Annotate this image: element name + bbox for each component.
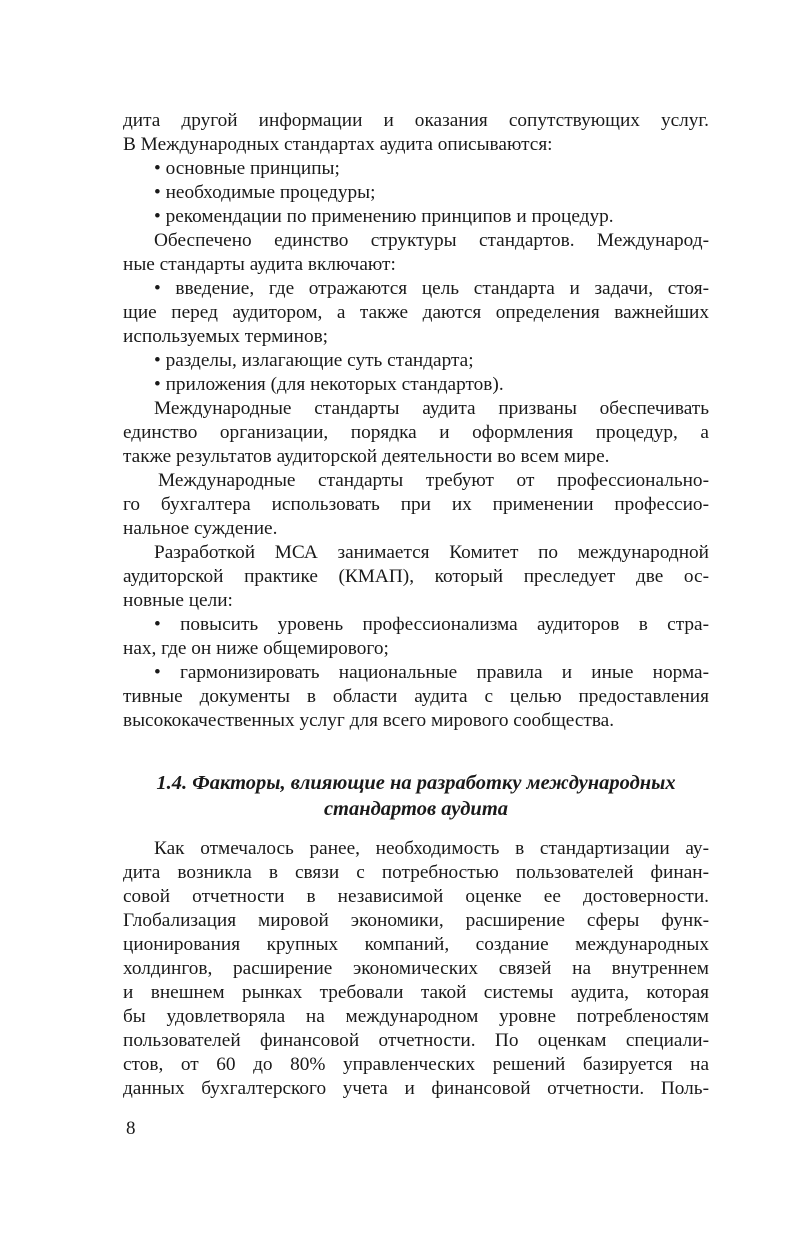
section-heading	[110, 770, 722, 822]
text-line: стов, от 60 до 80% управленческих решений базируется на	[123, 1054, 709, 1075]
text-line: также результатов аудиторской деятельности во всем мире.	[123, 446, 610, 467]
text-line: дита другой информации и оказания сопутствующих услуг.	[123, 110, 709, 131]
bullet-item: • повысить уровень профессионализма аудиторов в стра-	[154, 614, 709, 635]
bullet-item: • введение, где отражаются цель стандарта и задачи, стоя-	[154, 278, 709, 299]
text-line: пользователей финансовой отчетности. По оценкам специали-	[123, 1030, 709, 1051]
text-line: используемых терминов;	[123, 326, 329, 347]
bullet-item: • гармонизировать национальные правила и иные норма-	[154, 662, 709, 683]
body-text-block	[123, 837, 709, 1101]
text-line: нальное суждение.	[123, 518, 278, 539]
text-line: Глобализация мировой экономики, расширение сферы функ-	[123, 910, 709, 931]
text-line: дита возникла в связи с потребностью пользователей финан-	[123, 862, 709, 883]
text-line: Разработкой МСА занимается Комитет по международной	[154, 542, 709, 563]
text-line: Международные стандарты требуют от профессионально-	[158, 470, 709, 491]
text-line: совой отчетности в независимой оценке ее достоверности.	[123, 886, 709, 907]
text-line: тивные документы в области аудита с целью предоставления	[123, 686, 709, 707]
text-line: холдингов, расширение экономических связей на внутреннем	[123, 958, 709, 979]
text-line: новные цели:	[123, 590, 233, 611]
text-line: Как отмечалось ранее, необходимость в стандартизации ау-	[154, 838, 709, 859]
text-line: ционирования крупных компаний, создание международных	[123, 934, 709, 955]
text-line: высококачественных услуг для всего мирового сообщества.	[123, 710, 615, 731]
text-line: бы удовлетворяла на международном уровне потребленостям	[123, 1006, 709, 1027]
section-heading-line-1: 1.4. Факторы, влияющие на разработку международных	[156, 772, 676, 794]
text-line: данных бухгалтерского учета и финансовой отчетности. Поль-	[123, 1078, 709, 1099]
bullet-item: • рекомендации по применению принципов и процедур.	[154, 206, 614, 227]
page-number: 8	[126, 1118, 136, 1139]
text-line: Обеспечено единство структуры стандартов. Международ-	[154, 230, 709, 251]
bullet-item: • приложения (для некоторых стандартов).	[154, 374, 504, 395]
text-line: нах, где он ниже общемирового;	[123, 638, 389, 659]
bullet-item: • разделы, излагающие суть стандарта;	[154, 350, 474, 371]
text-line: щие перед аудитором, а также даются определения важнейших	[123, 302, 709, 323]
text-line: аудиторской практике (КМАП), который преследует две ос-	[123, 566, 709, 587]
section-heading-line-2: стандартов аудита	[323, 798, 509, 820]
top-text-block	[123, 109, 709, 733]
bullet-item: • основные принципы;	[154, 158, 340, 179]
text-line: Международные стандарты аудита призваны обеспечивать	[154, 398, 709, 419]
text-line: В Международных стандартах аудита описываются:	[123, 134, 553, 155]
bullet-item: • необходимые процедуры;	[154, 182, 376, 203]
text-line: го бухгалтера использовать при их применении профессио-	[123, 494, 709, 515]
text-line: и внешнем рынках требовали такой системы аудита, которая	[123, 982, 709, 1003]
text-line: единство организации, порядка и оформления процедур, а	[123, 422, 709, 443]
text-line: ные стандарты аудита включают:	[123, 254, 396, 275]
